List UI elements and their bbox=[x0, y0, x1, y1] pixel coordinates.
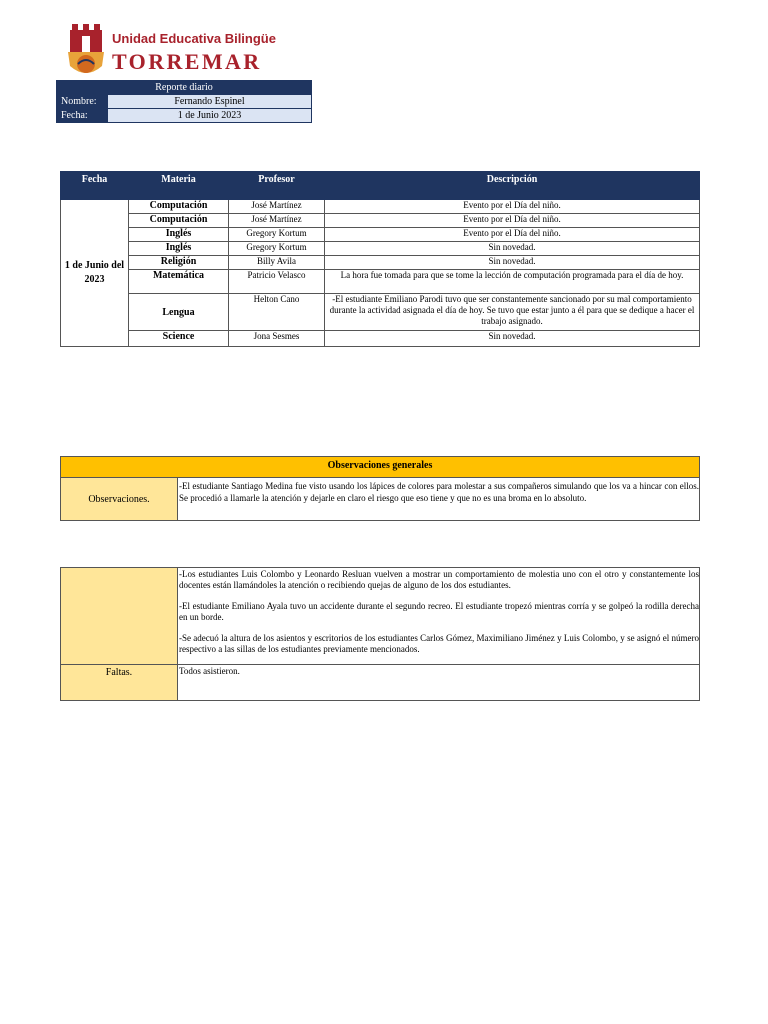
subject: Matemática bbox=[129, 270, 229, 294]
teacher: Jona Sesmes bbox=[229, 331, 325, 347]
notes-label bbox=[61, 568, 178, 665]
description: Evento por el Día del niño. bbox=[325, 200, 700, 214]
header-profesor: Profesor bbox=[229, 172, 325, 200]
subject: Lengua bbox=[129, 294, 229, 331]
table-row bbox=[61, 331, 700, 347]
description: Evento por el Día del niño. bbox=[325, 228, 700, 242]
faltas-text: Todos asistieron. bbox=[178, 665, 700, 701]
description: Sin novedad. bbox=[325, 331, 700, 347]
observations-text: -El estudiante Santiago Medina fue visto usando los lápices de colores para molestar a sus compañeros simulando que los va a hincar con ellos. Se procedió a llamarle la atención y dejarle en claro el riesgo que eso tiene y que no es una broma en lo absoluto. bbox=[178, 478, 700, 521]
description: -El estudiante Emiliano Parodi tuvo que ser constantemente sancionado por su mal comportamiento durante la actividad asignada el día de hoy. Se tuvo que estar junto a él para que se dedique a hacer el trabajo asignado. bbox=[325, 294, 700, 331]
teacher: Billy Avila bbox=[229, 256, 325, 270]
description: Sin novedad. bbox=[325, 242, 700, 256]
table-row bbox=[61, 270, 700, 294]
date-label: Fecha: bbox=[57, 109, 108, 123]
header-descripcion: Descripción bbox=[325, 172, 700, 200]
subject: Computación bbox=[129, 200, 229, 214]
subject: Inglés bbox=[129, 242, 229, 256]
schedule-header-row bbox=[61, 172, 700, 200]
school-name-line2: TORREMAR bbox=[112, 49, 262, 74]
teacher: José Martínez bbox=[229, 200, 325, 214]
observations-table bbox=[60, 456, 700, 521]
header-fecha: Fecha bbox=[61, 172, 129, 200]
school-name-line1: Unidad Educativa Bilingüe bbox=[112, 31, 276, 46]
faltas-label: Faltas. bbox=[61, 665, 178, 701]
table-row bbox=[61, 214, 700, 228]
school-logo bbox=[66, 22, 276, 82]
subject: Science bbox=[129, 331, 229, 347]
schedule-table bbox=[60, 171, 700, 347]
name-label: Nombre: bbox=[57, 95, 108, 109]
teacher: José Martínez bbox=[229, 214, 325, 228]
note-item: -El estudiante Emiliano Ayala tuvo un accidente durante el segundo recreo. El estudiante tropezó mientras corría y se golpeó la rodilla derecha en un borde. bbox=[179, 601, 699, 622]
description: Sin novedad. bbox=[325, 256, 700, 270]
date-value: 1 de Junio 2023 bbox=[108, 109, 312, 123]
note-item: -Se adecuó la altura de los asientos y escritorios de los estudiantes Carlos Gómez, Maximiliano Jiménez y Luis Colombo, y se asignó el número respectivo a las sillas de los estudiantes previamente mencionados. bbox=[179, 633, 699, 654]
subject: Computación bbox=[129, 214, 229, 228]
description: La hora fue tomada para que se tome la lección de computación programada para el día de hoy. bbox=[325, 270, 700, 294]
subject: Inglés bbox=[129, 228, 229, 242]
castle-shield-icon bbox=[66, 22, 106, 78]
table-row bbox=[61, 294, 700, 331]
table-row bbox=[61, 256, 700, 270]
subject: Religión bbox=[129, 256, 229, 270]
observations-label: Observaciones. bbox=[61, 478, 178, 521]
teacher: Patricio Velasco bbox=[229, 270, 325, 294]
note-item: -Los estudiantes Luis Colombo y Leonardo Resluan vuelven a mostrar un comportamiento de molestia uno con el otro y constantemente los docentes están llamándoles la atención o recibiendo quejas de alguno de los dos estudiantes. bbox=[179, 569, 699, 590]
report-info-table bbox=[56, 80, 312, 123]
notes-table bbox=[60, 567, 700, 701]
teacher: Gregory Kortum bbox=[229, 242, 325, 256]
notes-text bbox=[178, 568, 700, 665]
observations-title: Observaciones generales bbox=[61, 457, 700, 478]
teacher: Helton Cano bbox=[229, 294, 325, 331]
name-value: Fernando Espinel bbox=[108, 95, 312, 109]
teacher: Gregory Kortum bbox=[229, 228, 325, 242]
report-title: Reporte diario bbox=[57, 81, 312, 95]
table-row bbox=[61, 228, 700, 242]
schedule-date: 1 de Junio del 2023 bbox=[61, 200, 129, 347]
header-materia: Materia bbox=[129, 172, 229, 200]
description: Evento por el Día del niño. bbox=[325, 214, 700, 228]
table-row bbox=[61, 242, 700, 256]
table-row bbox=[61, 200, 700, 214]
